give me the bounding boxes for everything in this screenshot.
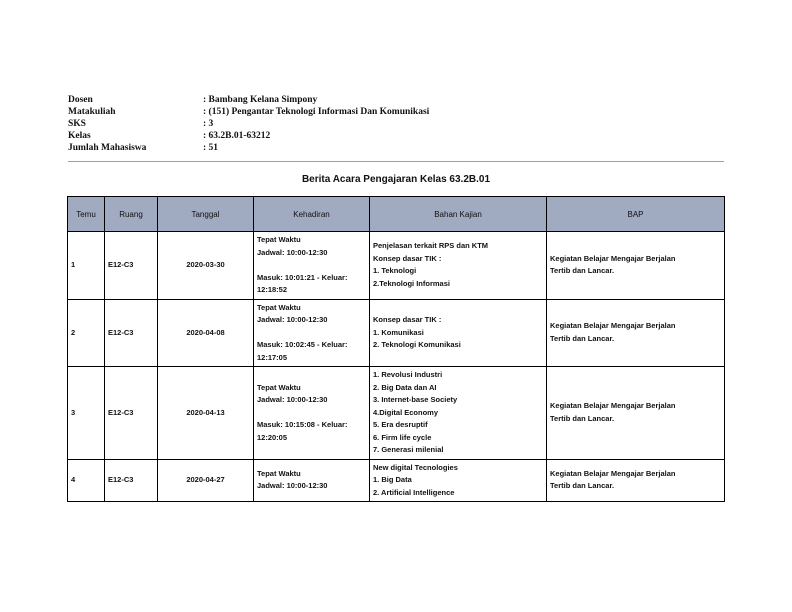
header-kehadiran: Kehadiran xyxy=(254,197,370,232)
cell-bap: Kegiatan Belajar Mengajar Berjalan Tertib dan Lancar. xyxy=(547,459,725,502)
cell-bap: Kegiatan Belajar Mengajar Berjalan Tertib dan Lancar. xyxy=(547,232,725,300)
sks-label: SKS xyxy=(68,119,86,129)
cell-bahan-kajian: Penjelasan terkait RPS dan KTM Konsep dasar TIK : 1. Teknologi 2.Teknologi Informasi xyxy=(370,232,547,300)
cell-ruang: E12-C3 xyxy=(105,299,158,367)
sks-value: : 3 xyxy=(203,119,214,129)
cell-ruang: E12-C3 xyxy=(105,232,158,300)
cell-tanggal: 2020-04-08 xyxy=(158,299,254,367)
table-row xyxy=(68,232,725,300)
info-row-dosen xyxy=(68,94,429,106)
jumlah-value: : 51 xyxy=(203,143,219,153)
cell-kehadiran: Tepat Waktu Jadwal: 10:00-12:30 Masuk: 10:15:08 - Keluar: 12:20:05 xyxy=(254,367,370,460)
matakuliah-label: Matakuliah xyxy=(68,107,116,117)
table-row xyxy=(68,299,725,367)
cell-kehadiran: Tepat Waktu Jadwal: 10:00-12:30 Masuk: 10:01:21 - Keluar: 12:18:52 xyxy=(254,232,370,300)
cell-temu: 4 xyxy=(68,459,105,502)
header-bap: BAP xyxy=(547,197,725,232)
table-header-row xyxy=(68,197,725,232)
cell-ruang: E12-C3 xyxy=(105,459,158,502)
bap-table xyxy=(67,196,725,502)
cell-tanggal: 2020-03-30 xyxy=(158,232,254,300)
table-row xyxy=(68,367,725,460)
info-row-matakuliah xyxy=(68,106,429,118)
info-row-jumlah xyxy=(68,142,429,154)
cell-kehadiran: Tepat Waktu Jadwal: 10:00-12:30 Masuk: 10:02:45 - Keluar: 12:17:05 xyxy=(254,299,370,367)
kelas-label: Kelas xyxy=(68,131,91,141)
cell-bahan-kajian: New digital Tecnologies 1. Big Data 2. Artificial Intelligence xyxy=(370,459,547,502)
kelas-value: : 63.2B.01-63212 xyxy=(203,131,271,141)
header-ruang: Ruang xyxy=(105,197,158,232)
cell-bahan-kajian: Konsep dasar TIK : 1. Komunikasi 2. Teknologi Komunikasi xyxy=(370,299,547,367)
cell-tanggal: 2020-04-13 xyxy=(158,367,254,460)
cell-temu: 3 xyxy=(68,367,105,460)
header-temu: Temu xyxy=(68,197,105,232)
cell-temu: 2 xyxy=(68,299,105,367)
info-row-kelas xyxy=(68,130,429,142)
dosen-label: Dosen xyxy=(68,95,93,105)
course-info xyxy=(68,94,429,154)
divider xyxy=(68,161,724,162)
table-row xyxy=(68,459,725,502)
cell-kehadiran: Tepat Waktu Jadwal: 10:00-12:30 xyxy=(254,459,370,502)
cell-bahan-kajian: 1. Revolusi Industri 2. Big Data dan AI 3. Internet-base Society 4.Digital Economy 5. Era desruptif 6. Firm life cycle 7. Generasi milenial xyxy=(370,367,547,460)
matakuliah-value: : (151) Pengantar Teknologi Informasi Dan Komunikasi xyxy=(203,107,430,117)
cell-ruang: E12-C3 xyxy=(105,367,158,460)
header-tanggal: Tanggal xyxy=(158,197,254,232)
cell-tanggal: 2020-04-27 xyxy=(158,459,254,502)
header-bahan-kajian: Bahan Kajian xyxy=(370,197,547,232)
info-row-sks xyxy=(68,118,429,130)
page-title: Berita Acara Pengajaran Kelas 63.2B.01 xyxy=(301,174,491,185)
cell-temu: 1 xyxy=(68,232,105,300)
jumlah-label: Jumlah Mahasiswa xyxy=(68,143,147,153)
dosen-value: : Bambang Kelana Simpony xyxy=(203,95,318,105)
cell-bap: Kegiatan Belajar Mengajar Berjalan Tertib dan Lancar. xyxy=(547,367,725,460)
cell-bap: Kegiatan Belajar Mengajar Berjalan Tertib dan Lancar. xyxy=(547,299,725,367)
